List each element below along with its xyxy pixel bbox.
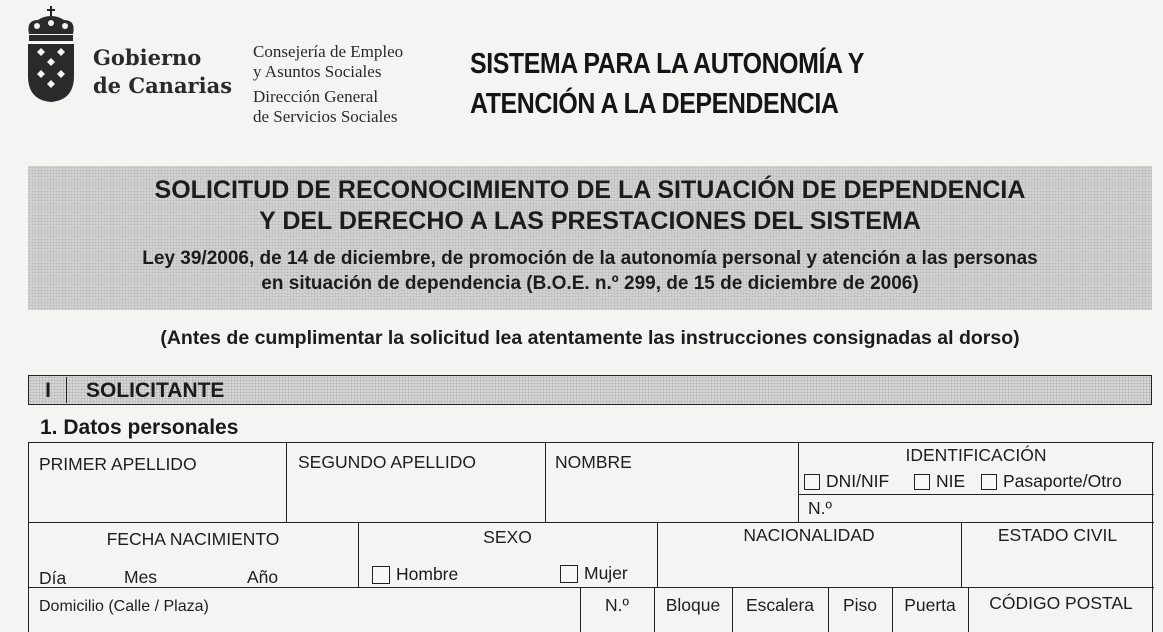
sexo-label: SEXO — [483, 527, 532, 547]
section-number: I — [30, 377, 67, 403]
section-title: SOLICITANTE — [86, 379, 225, 402]
nombre-field[interactable]: NOMBRE — [555, 452, 632, 472]
pasaporte-otro-checkbox[interactable] — [981, 474, 997, 490]
mes-field[interactable]: Mes — [124, 567, 158, 587]
mujer-option[interactable] — [560, 563, 628, 584]
gobierno-canarias-crest-logo — [22, 4, 80, 104]
instructions-note: (Antes de cumplimentar la solicitud lea atentamente las instrucciones consignadas al dorso) — [160, 327, 1020, 349]
system-title-line-2: ATENCIÓN A LA DEPENDENCIA — [470, 88, 839, 120]
bloque-field[interactable]: Bloque — [665, 595, 721, 615]
document-title-line-1: SOLICITUD DE RECONOCIMIENTO DE LA SITUACIÓN DE DEPENDENCIA — [154, 176, 1026, 204]
piso-field[interactable]: Piso — [842, 595, 878, 615]
anio-field[interactable]: Año — [247, 567, 279, 587]
gobierno-line-1: Gobierno — [93, 45, 202, 70]
consejeria-line-2: y Asuntos Sociales — [253, 62, 382, 81]
grid-line — [798, 494, 1154, 495]
nie-label: NIE — [936, 471, 966, 491]
fecha-nacimiento-label: FECHA NACIMIENTO — [106, 529, 280, 549]
estado-civil-field[interactable]: ESTADO CIVIL — [997, 525, 1118, 545]
id-number-field[interactable]: N.º — [808, 498, 832, 518]
consejeria-line-1: Consejería de Empleo — [253, 42, 404, 61]
document-title-line-2: Y DEL DERECHO A LAS PRESTACIONES DEL SISTEMA — [259, 207, 921, 235]
dni-nif-label: DNI/NIF — [826, 471, 890, 491]
dni-nif-checkbox[interactable] — [804, 474, 820, 490]
grid-line — [545, 442, 546, 522]
numero-via-field[interactable]: N.º — [605, 595, 629, 615]
hombre-label: Hombre — [396, 564, 459, 584]
pasaporte-otro-label: Pasaporte/Otro — [1003, 471, 1122, 491]
nacionalidad-field[interactable]: NACIONALIDAD — [743, 525, 875, 545]
nie-option[interactable] — [914, 471, 965, 492]
gobierno-line-2: de Canarias — [93, 73, 233, 98]
grid-line — [286, 442, 287, 522]
direccion-line-1: Dirección General — [253, 87, 379, 106]
domicilio-field[interactable]: Domicilio (Calle / Plaza) — [39, 598, 209, 615]
escalera-field[interactable]: Escalera — [745, 595, 815, 615]
law-reference-line-2: en situación de dependencia (B.O.E. n.º 299, de 15 de diciembre de 2006) — [261, 273, 919, 294]
system-title-line-1: SISTEMA PARA LA AUTONOMÍA Y — [470, 48, 864, 80]
pasaporte-otro-option[interactable] — [981, 471, 1122, 492]
subsection-title: 1. Datos personales — [40, 416, 239, 439]
primer-apellido-field[interactable]: PRIMER APELLIDO — [39, 454, 197, 474]
dni-nif-option[interactable] — [804, 471, 889, 492]
grid-line — [28, 522, 1154, 523]
grid-line — [28, 442, 1154, 443]
mujer-checkbox[interactable] — [560, 565, 578, 583]
nie-checkbox[interactable] — [914, 474, 930, 490]
mujer-label: Mujer — [584, 563, 628, 583]
gobierno-canarias-name — [93, 44, 232, 100]
puerta-field[interactable]: Puerta — [904, 595, 956, 615]
grid-line — [28, 587, 1154, 588]
dia-field[interactable]: Día — [39, 568, 67, 588]
segundo-apellido-field[interactable]: SEGUNDO APELLIDO — [298, 452, 476, 472]
direccion-line-2: de Servicios Sociales — [253, 107, 398, 126]
department-block — [253, 42, 403, 127]
law-reference-line-1: Ley 39/2006, de 14 de diciembre, de promoción de la autonomía personal y atención a las personas — [142, 248, 1038, 269]
hombre-checkbox[interactable] — [372, 566, 390, 584]
codigo-postal-field[interactable]: CÓDIGO POSTAL — [989, 593, 1133, 613]
identificacion-label: IDENTIFICACIÓN — [905, 445, 1047, 465]
hombre-option[interactable] — [372, 564, 458, 585]
